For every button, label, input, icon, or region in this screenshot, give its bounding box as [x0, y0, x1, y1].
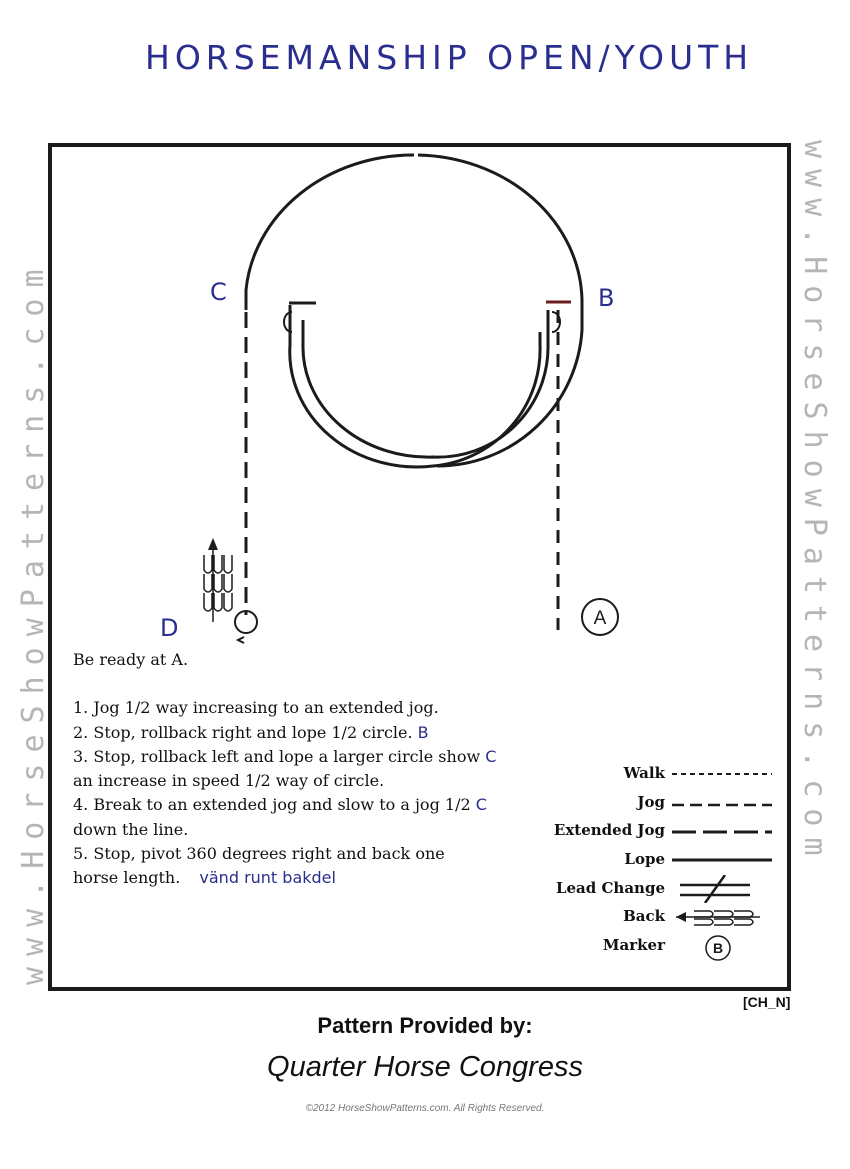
handwritten-note-c: C [485, 746, 497, 766]
handwritten-note-b: B [417, 722, 429, 742]
step-3-cont: an increase in speed 1/2 way of circle. [73, 771, 385, 791]
handwritten-marker-c: C [210, 278, 227, 306]
legend [530, 760, 780, 961]
marker-icon [670, 932, 775, 962]
watermark-right: www.HorseShowPatterns.com [797, 140, 832, 867]
walk-line-icon [670, 760, 775, 788]
inner-lope-arc [290, 305, 540, 467]
back-icon [670, 903, 775, 931]
instructions [73, 648, 543, 891]
outer-lope-arc [246, 155, 414, 310]
intro-text: Be ready at A. [73, 650, 189, 669]
legend-back: Back [530, 903, 780, 932]
marker-example-label: B [712, 940, 724, 957]
step-5-cont: horse length. vänd runt bakdel [73, 868, 336, 888]
legend-extended-jog: Extended Jog [530, 817, 780, 846]
provided-by-title: Pattern Provided by: [317, 1013, 533, 1038]
jog-line-icon [670, 789, 775, 817]
legend-lead-change: Lead Change [530, 875, 780, 904]
step-4-cont: down the line. [73, 819, 189, 839]
step-2: 2. Stop, rollback right and lope 1/2 circle. B [73, 722, 429, 742]
step-5: 5. Stop, pivot 360 degrees right and back one [73, 844, 445, 864]
lead-change-icon [670, 875, 775, 903]
legend-marker: Marker B [530, 932, 780, 961]
copyright-notice: ©2012 HorseShowPatterns.com. All Rights Reserved. [305, 1103, 545, 1114]
handwritten-marker-b: B [598, 284, 615, 312]
legend-jog: Jog [530, 789, 780, 818]
pivot-arrow [238, 637, 244, 643]
inner-lope-arc-2 [303, 310, 548, 457]
provider-name: Quarter Horse Congress [267, 1051, 583, 1083]
handwritten-marker-d: D [160, 614, 179, 642]
extended-jog-line-icon [670, 817, 775, 845]
step-3: 3. Stop, rollback left and lope a larger circle show C [73, 746, 497, 766]
legend-lope: Lope [530, 846, 780, 875]
step-4: 4. Break to an extended jog and slow to a jog 1/2 C [73, 795, 487, 815]
marker-a-label: A [593, 608, 607, 629]
lope-line-icon [670, 846, 775, 874]
handwritten-note-swedish: vänd runt bakdel [199, 868, 336, 888]
step-1: 1. Jog 1/2 way increasing to an extended jog. [73, 698, 439, 718]
back-symbol-diagram [204, 538, 232, 622]
watermark-left: www.HorseShowPatterns.com [16, 258, 51, 985]
handwritten-note-c2: C [475, 795, 487, 815]
legend-walk: Walk [530, 760, 780, 789]
handwritten-title: HORSEMANSHIP OPEN/YOUTH [145, 38, 754, 77]
pattern-code: [CH_N] [743, 994, 791, 1010]
